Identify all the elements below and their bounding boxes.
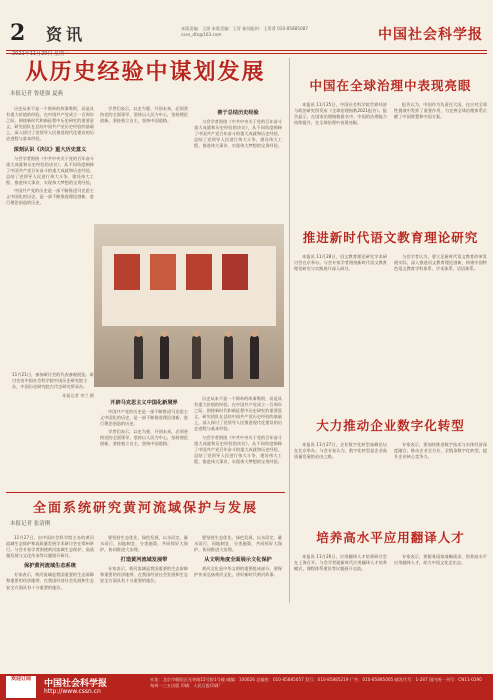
bottom-section-rule bbox=[6, 492, 285, 493]
lead-paragraph: 与会学者围绕《中共中央关于党的百年奋斗重大成就和历史经验的决议》，从不同角度阐释了中国共产党百年奋斗的重大成就和历史经验，总结了党领导人民进行伟大斗争、建设伟大工程、推进伟大事业、实现伟大梦想的宝贵经验。 bbox=[6, 155, 94, 185]
caption-credit: 本报记者 李兰 摄 bbox=[62, 393, 94, 398]
lead-paragraph: 历史从来不是一个简单的故事堆积，而是具有重大价值的经验。在中国共产党成立一百周年之际，围绕新时代和新征程中历史研究的重要意义，研究团队在总结中国共产党历史经验的基础上，深入探讨了党领导人民推进现代化建设的历史进程与基本经验。 bbox=[6, 106, 94, 142]
bottom-column-1 bbox=[6, 535, 94, 655]
lead-subheading: 开辟马克思主义中国化新境界 bbox=[110, 400, 178, 406]
lead-paragraph: 与会学者围绕《中共中央关于党的百年奋斗重大成就和历史经验的决议》，从不同角度阐释了中国共产党百年奋斗的重大成就和历史经验，总结了党领导人民进行伟大斗争、建设伟大工程、推进伟大事业、实现伟大梦想的宝贵经验。 bbox=[194, 434, 282, 464]
lead-paragraph: 中国共产党的历史是一部不断推进马克思主义中国化的历史，是一部不断推进理论创新、进行理论创造的历史。 bbox=[100, 409, 188, 427]
article-title: 中国在全球治理中表现亮眼 bbox=[309, 78, 472, 93]
lead-subheading: 善于总结历史经验 bbox=[217, 110, 259, 116]
article-subheading: 保护黄河流域生态系统 bbox=[24, 563, 76, 570]
article-byline: 本报记者 张清俐 bbox=[10, 521, 51, 527]
article-paragraph: 本报讯 11月26日，应用翻译人才培养研讨会在上海召开。与会学者就新时代应用翻译人才培养模式、课程体系建设等议题展开交流。 bbox=[294, 554, 387, 572]
footer-meta: 社址：北京市朝阳区光华路15号院1号楼 邮编：100026 总编室：010-85885057 发行：010-85885219 广告：010-85885005 邮发代号：1-287 国内统一刊号：CN11-0290 每周一三五出版 印刷：人民日报印刷厂 bbox=[150, 677, 482, 688]
masthead-meta: 本版责编：王茵 本版美编：王青 新闻报料：王菁菁 010-85885087 cssn_dfx@163.com bbox=[181, 26, 308, 37]
lead-column-1 bbox=[6, 106, 94, 494]
lead-subheading: 深刻认识《决议》重大历史意义 bbox=[13, 146, 87, 153]
article-paragraph: 11月27日，由中国社会科学院主办的黄河流域生态保护和高质量发展学术研讨会在郑州举行。与会专家学者围绕黄河流域生态保护、高质量发展与文化传承等议题展开研讨。 bbox=[6, 535, 94, 559]
article-paragraph: 本报讯 11月27日，企业数字化转型高峰论坛在北京举办。与会专家认为，数字化转型是企业高质量发展的必由之路。 bbox=[294, 442, 387, 460]
article-subheading: 从文明角度全面展示文化保护 bbox=[204, 557, 272, 564]
article-paragraph: 要坚持生态优先、绿色发展，以水而定、量水而行，因地制宜、分类施策，共同抓好大保护，协同推进大治理。 bbox=[100, 535, 188, 553]
lead-article bbox=[6, 58, 285, 490]
article-translation-talent bbox=[294, 528, 487, 684]
photo-caption bbox=[12, 372, 94, 399]
lead-paragraph: 中国共产党的历史是一部不断推进马克思主义中国化的历史，是一部不断推进理论创新、进行理论创造的历史。 bbox=[6, 188, 94, 206]
article-paragraph: 本报讯 11月28日，语文教育理论研究学术研讨会在京举办。与会专家学者围绕新时代语文教育理论研究与实践展开深入研讨。 bbox=[294, 254, 387, 272]
article-paragraph: 专家表示，黄河流域是我国重要的生态屏障和重要的经济地带，在我国经济社会发展和生态安全方面具有十分重要的地位。 bbox=[6, 572, 94, 590]
paper-name: 中国社会科学报 bbox=[378, 27, 483, 43]
article-paragraph: 与会学者认为，要立足新时代语文教育改革发展实际，深入推进语文教育理论创新，构建中国特色语文教育学科体系、学术体系、话语体系。 bbox=[394, 254, 487, 272]
article-paragraph: 要坚持生态优先、绿色发展，以水而定、量水而行，因地制宜、分类施策，共同抓好大保护，协同推进大治理。 bbox=[194, 535, 282, 553]
lead-paragraph: 历史从来不是一个简单的故事堆积，而是具有重大价值的经验。在中国共产党成立一百周年之际，围绕新时代和新征程中历史研究的重要意义，研究团队在总结中国共产党历史经验的基础上，深入探讨了党领导人民推进现代化建设的历史进程与基本经验。 bbox=[194, 396, 282, 432]
article-paragraph: 专家表示，黄河流域是我国重要的生态屏障和重要的经济地带，在我国经济社会发展和生态安全方面具有十分重要的地位。 bbox=[100, 566, 188, 584]
article-title: 全面系统研究黄河流域保护与发展 bbox=[32, 501, 258, 516]
section-title: 资讯 bbox=[46, 25, 87, 44]
article-global-governance bbox=[294, 76, 487, 220]
article-paragraph: 专家表示，要加快推进数字技术与实体经济深度融合，推动企业全方位、全链条数字化转型，提升企业核心竞争力。 bbox=[394, 442, 487, 460]
issue-date: 2021年11月29日 星期一 bbox=[12, 51, 70, 57]
lead-paragraph: 学者们表示，以史为鉴、开创未来，必须坚持党的全面领导，坚持以人民为中心，坚持理论创新，坚持独立自主，坚持中国道路。 bbox=[100, 429, 188, 447]
article-paragraph: 报告认为，中国作为负责任大国，在应对全球性挑战中发挥了重要作用，为完善全球治理体系贡献了中国智慧和中国方案。 bbox=[394, 102, 487, 120]
footer-paper-name: 中国社会科学报 bbox=[44, 679, 108, 689]
bottom-column-3 bbox=[194, 535, 282, 655]
lead-column-2 bbox=[100, 106, 188, 172]
lead-byline: 本报记者 鲁建强 夏燕 bbox=[10, 91, 63, 97]
article-paragraph: 黄河文化是中华文明的重要组成部分，要保护传承弘扬黄河文化，讲好新时代黄河故事。 bbox=[194, 566, 282, 578]
footer-bar bbox=[0, 674, 493, 700]
page-number: 2 bbox=[10, 20, 26, 46]
masthead-rule-thin bbox=[6, 53, 487, 54]
lead-column-2-lower bbox=[100, 396, 188, 494]
caption-text: 11月21日，参加研讨会的代表参观展览。研讨会由中国社会科学院中国历史研究院主办，中国历史研究院古代史研究所承办。 bbox=[12, 372, 94, 389]
footer-url[interactable]: http://www.cssn.cn bbox=[44, 688, 101, 695]
lead-headline: 从历史经验中谋划发展 bbox=[25, 59, 266, 85]
article-paragraph: 本报讯 11月25日，中国社会科学院世界经济与政治研究所发布《全球治理指数2021报告》。报告显示，在国家治理指数排名中，中国的治理能力持续提升，在全球治理中表现亮眼。 bbox=[294, 102, 387, 126]
article-title: 推进新时代语文教育理论研究 bbox=[302, 230, 479, 245]
lead-paragraph: 学者们表示，以史为鉴、开创未来，必须坚持党的全面领导，坚持以人民为中心，坚持理论创新，坚持独立自主，坚持中国道路。 bbox=[100, 106, 188, 124]
column-divider bbox=[289, 58, 290, 603]
article-chinese-education bbox=[294, 228, 487, 402]
exhibition-photo bbox=[94, 224, 284, 387]
subscribe-logo: 欢迎订阅 bbox=[6, 676, 36, 698]
masthead-rule bbox=[6, 50, 487, 51]
article-title: 培养高水平应用翻译人才 bbox=[316, 530, 465, 545]
article-subheading: 打造黄河流域发展带 bbox=[120, 557, 168, 564]
lead-paragraph: 与会学者围绕《中共中央关于党的百年奋斗重大成就和历史经验的决议》，从不同角度阐释了中国共产党百年奋斗的重大成就和历史经验，总结了党领导人民进行伟大斗争、建设伟大工程、推进伟大事业、实现伟大梦想的宝贵经验。 bbox=[194, 119, 282, 149]
lead-column-3-lower bbox=[194, 396, 282, 494]
yellow-river-article bbox=[6, 497, 285, 647]
lead-columns bbox=[6, 106, 285, 494]
masthead bbox=[6, 20, 487, 57]
lead-column-3 bbox=[194, 106, 282, 172]
bottom-column-2 bbox=[100, 535, 188, 655]
article-title: 大力推动企业数字化转型 bbox=[316, 418, 465, 433]
article-paragraph: 专家表示，要服务国家战略需求，培养高水平应用翻译人才，助力中国文化走出去。 bbox=[394, 554, 487, 566]
article-digital-transformation bbox=[294, 416, 487, 532]
